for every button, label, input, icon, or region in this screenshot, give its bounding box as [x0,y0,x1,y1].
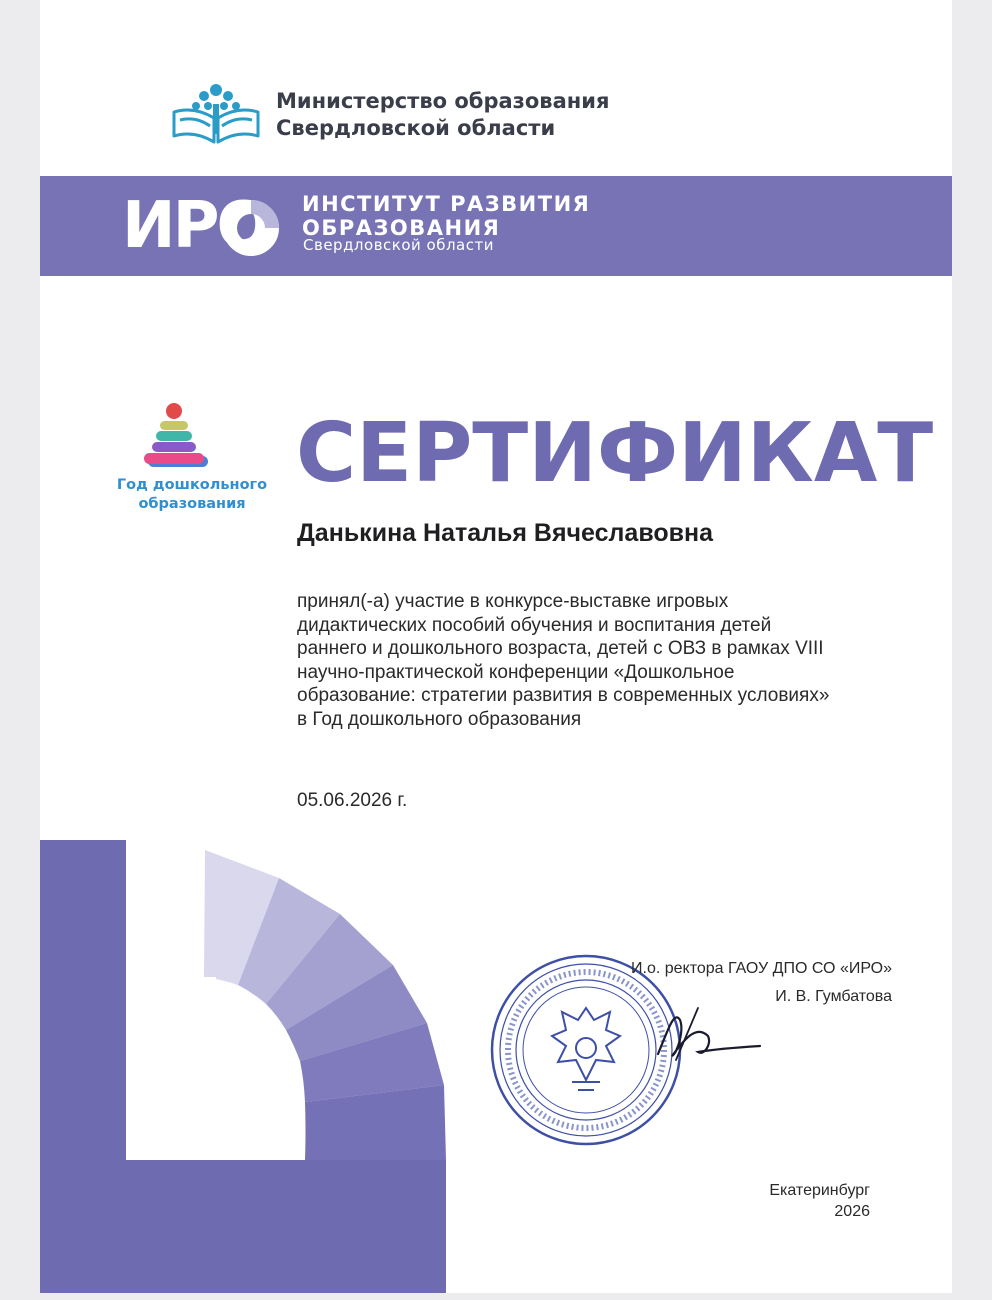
book-tree-icon [168,80,264,148]
body-line: образование: стратегии развития в современных условиях» [297,685,830,706]
certificate-title: СЕРТИФИКАТ [296,406,934,501]
ministry-name-line2: Свердловской области [276,116,556,140]
recipient-name: Данькина Наталья Вячеславовна [297,519,714,547]
handwritten-signature-icon [638,1000,768,1070]
body-line: дидактических пособий обучения и воспитания детей [297,614,772,636]
city-name: Екатеринбург [769,1182,870,1199]
institute-name-line2: ОБРАЗОВАНИЯ [302,216,501,240]
institute-banner [40,176,952,276]
institute-region: Свердловской области [303,236,494,254]
year-logo-line2: образования [138,496,246,512]
certificate-sheet [40,0,952,1293]
body-line: научно-практической конференции «Дошкольное [297,661,735,683]
signatory-role: И.о. ректора ГАОУ ДПО СО «ИРО» [631,960,892,977]
signatory-name: И. В. Гумбатова [775,988,892,1005]
stacking-rings-toy-icon [138,400,210,470]
iro-logo-text: ИРО [122,189,268,263]
decorative-ring-segments [40,840,460,1293]
body-line: в Год дошкольного образования [297,708,582,730]
ministry-header [168,80,668,150]
issue-year: 2026 [834,1203,870,1220]
ministry-name-line1: Министерство образования [276,89,610,113]
institute-name-line1: ИНСТИТУТ РАЗВИТИЯ [302,192,591,216]
iro-ring-icon [216,198,286,258]
certificate-body [297,590,927,731]
ministry-name [276,88,609,142]
year-of-preschool-logo [72,476,312,514]
year-logo-line1: Год дошкольного [116,477,268,493]
issue-date: 05.06.2026 г. [297,790,408,811]
body-line: раннего и дошкольного возраста, детей с ОВЗ в рамках VIII [297,638,824,659]
place-and-year [769,1180,870,1222]
body-line: принял(-а) участие в конкурсе-выставке игровых [297,591,729,612]
